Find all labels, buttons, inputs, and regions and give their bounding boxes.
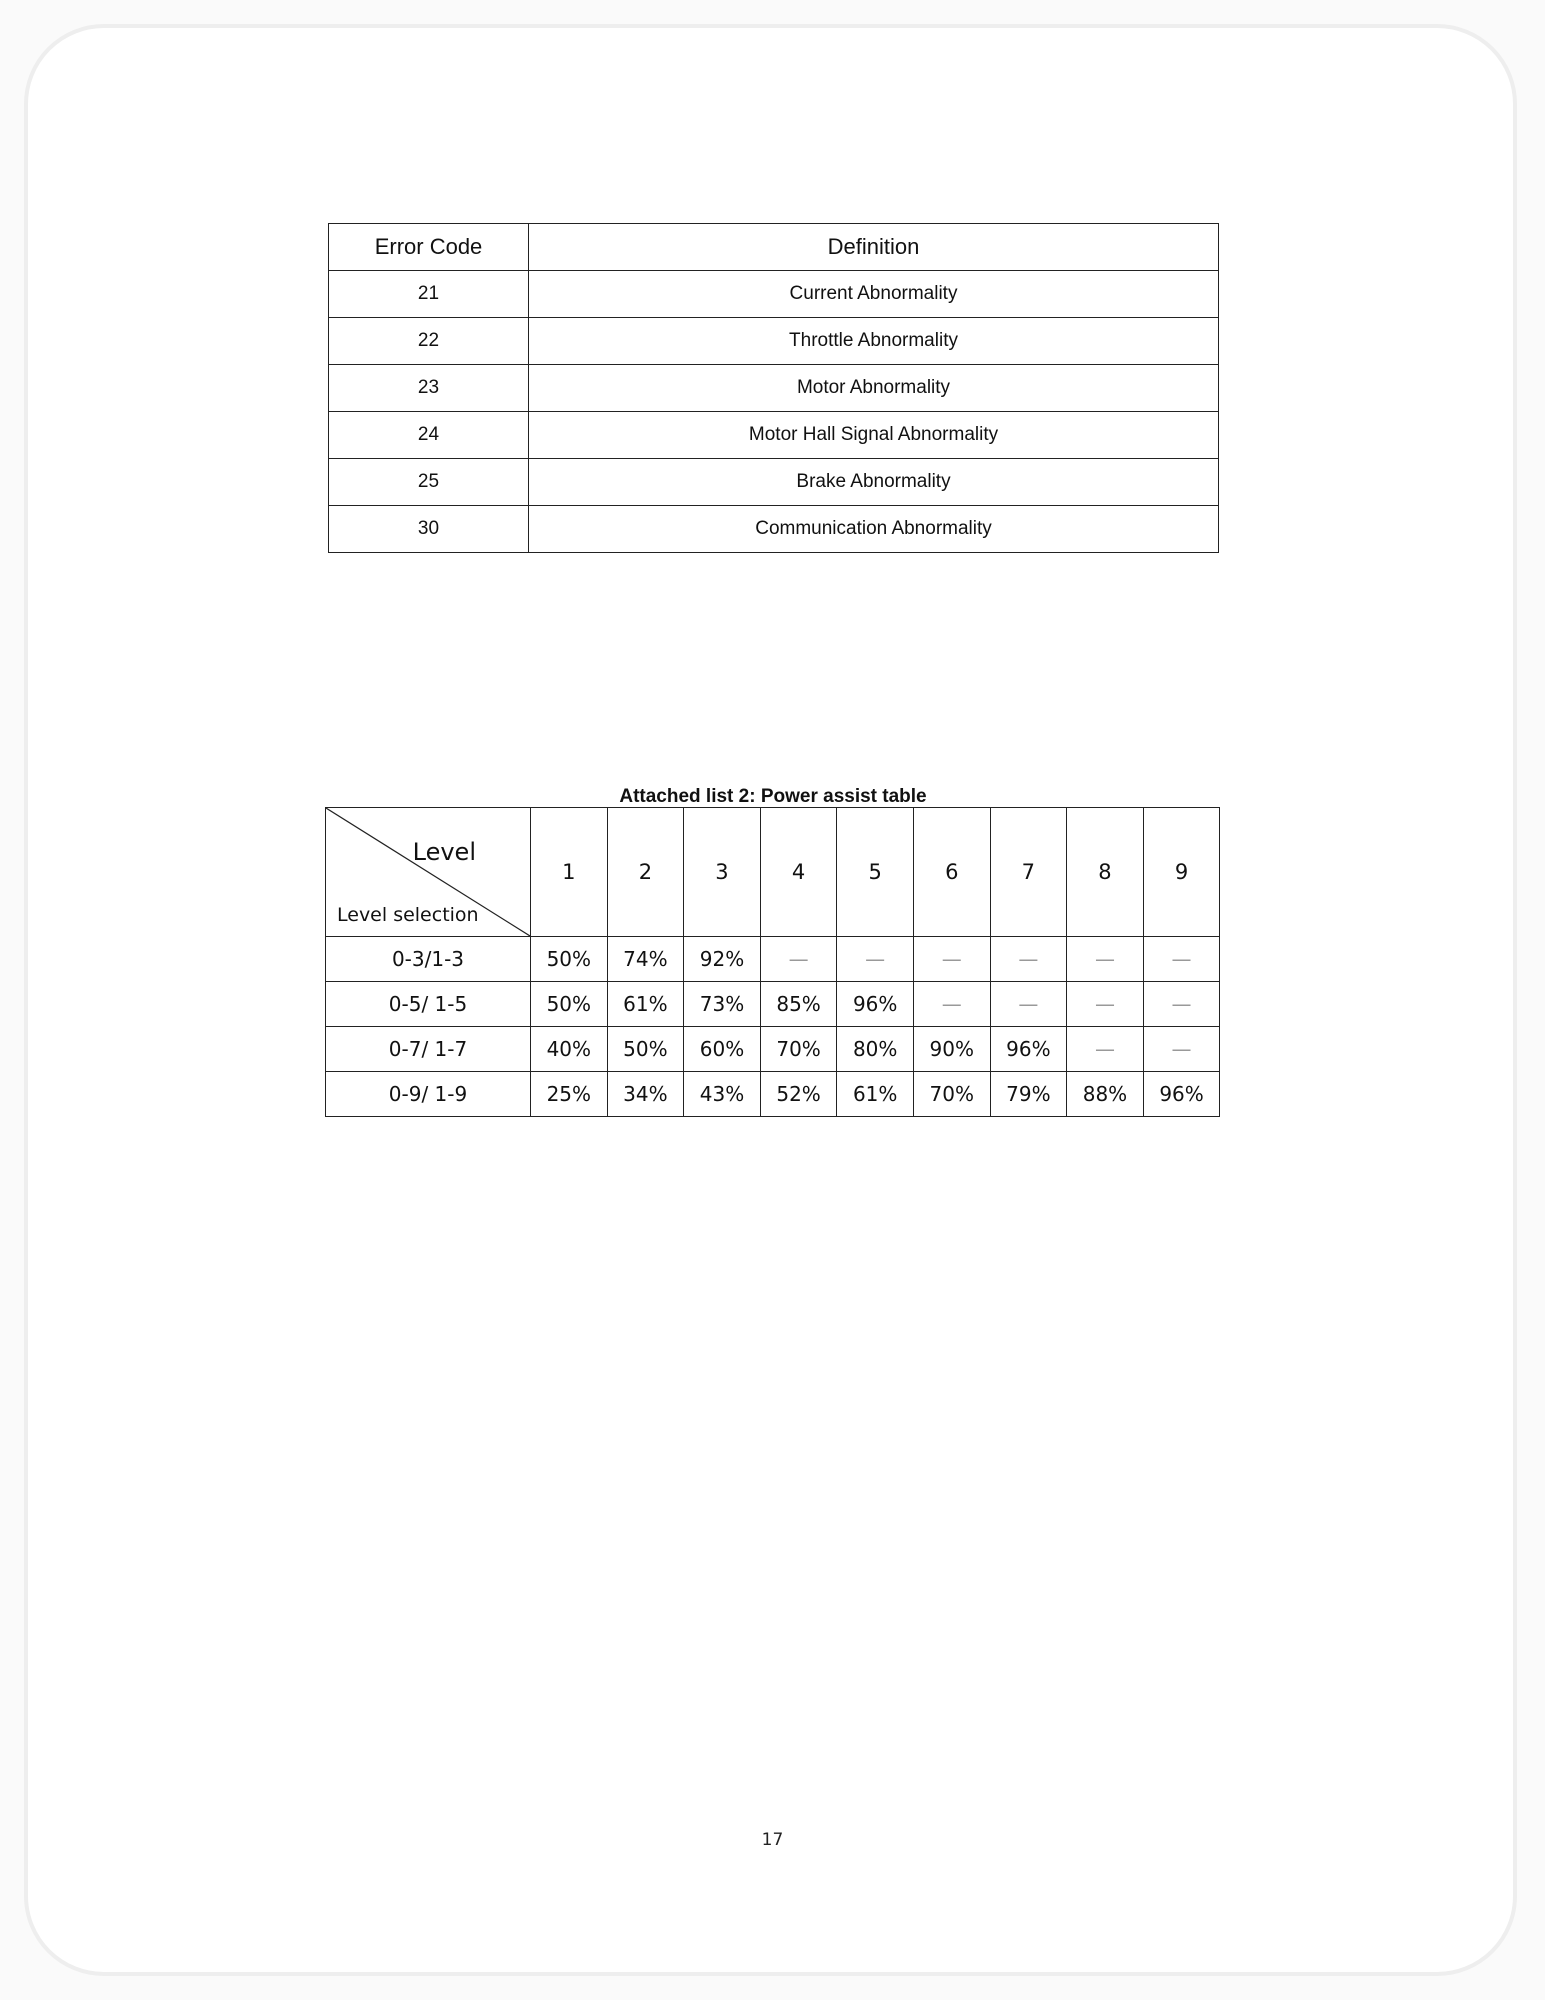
not-applicable-cell: —: [1067, 1027, 1144, 1072]
table-row: [329, 318, 1219, 365]
not-applicable-cell: —: [1067, 982, 1144, 1027]
error-code-cell: 30: [329, 506, 529, 553]
assist-percentage-cell: 25%: [531, 1072, 608, 1117]
assist-percentage-cell: 70%: [760, 1027, 837, 1072]
not-applicable-cell: —: [1143, 1027, 1220, 1072]
not-applicable-cell: —: [913, 982, 990, 1027]
definition-cell: Communication Abnormality: [529, 506, 1219, 553]
table-row: [326, 1072, 1220, 1117]
level-header: 9: [1143, 808, 1220, 937]
assist-percentage-cell: 61%: [607, 982, 684, 1027]
assist-percentage-cell: 50%: [607, 1027, 684, 1072]
table-row: [326, 1027, 1220, 1072]
corner-level-label: Level: [412, 838, 476, 866]
error-code-cell: 24: [329, 412, 529, 459]
definition-cell: Motor Abnormality: [529, 365, 1219, 412]
assist-percentage-cell: 88%: [1067, 1072, 1144, 1117]
not-applicable-cell: —: [760, 937, 837, 982]
not-applicable-cell: —: [913, 937, 990, 982]
level-header: 6: [913, 808, 990, 937]
definition-cell: Current Abnormality: [529, 271, 1219, 318]
error-code-cell: 23: [329, 365, 529, 412]
level-header: 7: [990, 808, 1067, 937]
not-applicable-cell: —: [1143, 937, 1220, 982]
assist-percentage-cell: 73%: [684, 982, 761, 1027]
level-selection-cell: 0-9/ 1-9: [326, 1072, 531, 1117]
assist-percentage-cell: 79%: [990, 1072, 1067, 1117]
error-code-cell: 22: [329, 318, 529, 365]
assist-percentage-cell: 70%: [913, 1072, 990, 1117]
table-row: [329, 459, 1219, 506]
assist-percentage-cell: 90%: [913, 1027, 990, 1072]
level-selection-cell: 0-5/ 1-5: [326, 982, 531, 1027]
corner-selection-label: Level selection: [337, 904, 479, 926]
not-applicable-cell: —: [1143, 982, 1220, 1027]
table-row: [326, 937, 1220, 982]
assist-percentage-cell: 85%: [760, 982, 837, 1027]
assist-percentage-cell: 74%: [607, 937, 684, 982]
power-assist-table: [325, 807, 1220, 1117]
level-header: 1: [531, 808, 608, 937]
definition-cell: Throttle Abnormality: [529, 318, 1219, 365]
level-header: 5: [837, 808, 914, 937]
assist-percentage-cell: 52%: [760, 1072, 837, 1117]
table-row: [329, 412, 1219, 459]
power-assist-caption: Attached list 2: Power assist table: [619, 786, 927, 807]
corner-header-cell: [326, 808, 531, 937]
level-selection-cell: 0-3/1-3: [326, 937, 531, 982]
definition-cell: Motor Hall Signal Abnormality: [529, 412, 1219, 459]
assist-percentage-cell: 50%: [531, 937, 608, 982]
level-header: 4: [760, 808, 837, 937]
definition-header: Definition: [529, 224, 1219, 271]
not-applicable-cell: —: [837, 937, 914, 982]
assist-percentage-cell: 43%: [684, 1072, 761, 1117]
error-code-cell: 25: [329, 459, 529, 506]
not-applicable-cell: —: [990, 937, 1067, 982]
assist-percentage-cell: 96%: [837, 982, 914, 1027]
level-header: 2: [607, 808, 684, 937]
assist-percentage-cell: 80%: [837, 1027, 914, 1072]
assist-percentage-cell: 61%: [837, 1072, 914, 1117]
not-applicable-cell: —: [990, 982, 1067, 1027]
error-table-header-row: [329, 224, 1219, 271]
definition-cell: Brake Abnormality: [529, 459, 1219, 506]
assist-percentage-cell: 50%: [531, 982, 608, 1027]
assist-percentage-cell: 40%: [531, 1027, 608, 1072]
assist-percentage-cell: 60%: [684, 1027, 761, 1072]
table-row: [326, 982, 1220, 1027]
power-assist-header-row: [326, 808, 1220, 937]
assist-percentage-cell: 96%: [990, 1027, 1067, 1072]
table-row: [329, 506, 1219, 553]
assist-percentage-cell: 34%: [607, 1072, 684, 1117]
error-code-table: [328, 223, 1219, 553]
error-code-cell: 21: [329, 271, 529, 318]
page-number: 17: [761, 1830, 784, 1850]
table-row: [329, 365, 1219, 412]
level-header: 8: [1067, 808, 1144, 937]
not-applicable-cell: —: [1067, 937, 1144, 982]
level-header: 3: [684, 808, 761, 937]
assist-percentage-cell: 96%: [1143, 1072, 1220, 1117]
error-code-header: Error Code: [329, 224, 529, 271]
table-row: [329, 271, 1219, 318]
assist-percentage-cell: 92%: [684, 937, 761, 982]
level-selection-cell: 0-7/ 1-7: [326, 1027, 531, 1072]
